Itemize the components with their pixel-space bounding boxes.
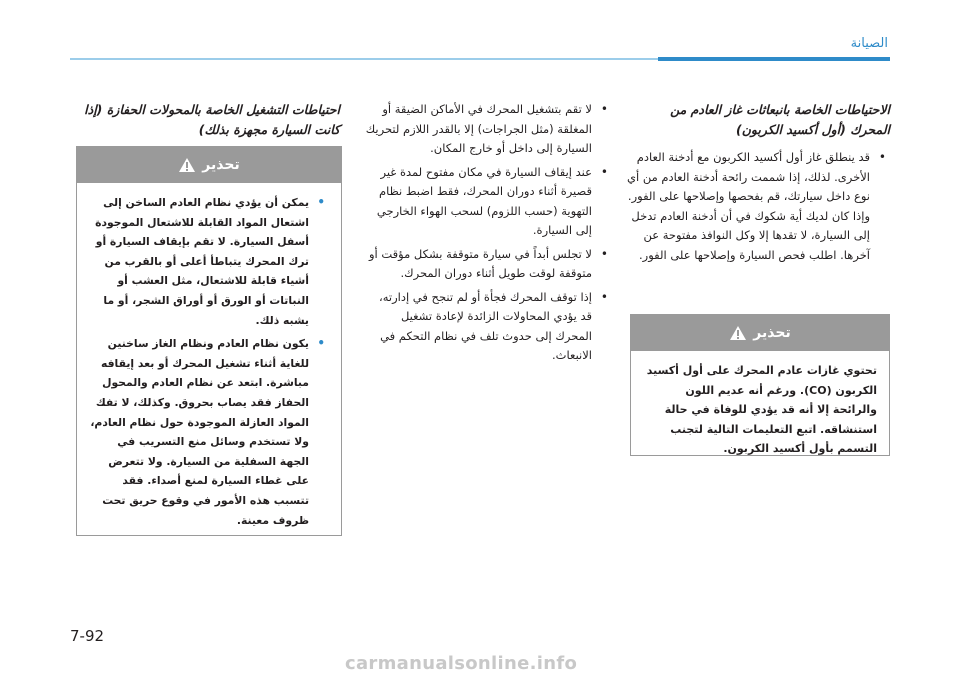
list-item: • قد ينطلق غاز أول أكسيد الكربون مع أدخنة العادم الأخرى. لذلك، إذا شممت رائحة أدخنة العادم من أي نوع داخل سيارتك، قم بفحصها وإصلاحها على الفور. وإذا كان لديك أية شكوك في أن أدخنة العادم تدخل إلى السيارة، لا تقدها إلا وكل النوافذ مفتوحة عن آخرها. اطلب فحص السيارة وإصلاحها على الفور.: [626, 148, 890, 265]
warning-body: [77, 183, 341, 542]
watermark: carmanualsonline.info: [345, 653, 578, 674]
page-number: 7-92: [70, 627, 105, 645]
header-rule-accent: [658, 57, 890, 61]
warning-header: [77, 147, 341, 183]
list-item: • إذا توقف المحرك فجأة أو لم تنجح في إدارته، قد يؤدي المحاولات الزائدة لإعادة تشغيل المحرك إلى حدوث تلف في نظام التحكم في الانبعاث.: [364, 288, 612, 366]
warning-text: تحتوي غازات عادم المحرك على أول أكسيد الكربون (CO). ورغم أنه عديم اللون والرائحة إلا أنه قد يؤدي للوفاة في حالة استنشاقه. اتبع التعليمات التالية لتجنب التسمم بأول أكسيد الكربون.: [646, 364, 877, 455]
engine-precautions-list: [364, 100, 612, 366]
list-item: • لا تجلس أبداً في سيارة متوقفة بشكل مؤقت أو متوقفة لوقت طويل أثناء دوران المحرك.: [364, 245, 612, 284]
list-item: • لا تقم بتشغيل المحرك في الأماكن الضيقة أو المغلقة (مثل الجراجات) إلا بالقدر اللازم لتحريك السيارة إلى داخل أو خارج المكان.: [364, 100, 612, 159]
warning-label: تحذير: [202, 157, 240, 173]
warning-triangle-icon: [178, 157, 196, 173]
co-precautions-title: الاحتياطات الخاصة بانبعاثات غاز العادم من المحرك (أول أكسيد الكربون): [670, 102, 890, 137]
warning-label: تحذير: [753, 325, 791, 341]
co-warning-box: [630, 314, 890, 456]
middle-column: [364, 100, 612, 370]
co-precautions-list: [626, 148, 890, 265]
list-item: • يمكن أن يؤدي نظام العادم الساخن إلى اشتعال المواد القابلة للاشتعال الموجودة أسفل السيارة. لا تقم بإيقاف السيارة أو ترك المحرك يتباطأ أعلى أو بالقرب من أشياء قابلة للاشتعال، مثل العشب أو النباتات أو الورق أو أوراق الشجر، أو ما يشبه ذلك.: [89, 193, 329, 330]
catalytic-warning-box: [76, 146, 342, 536]
section-header-title: الصيانة: [850, 36, 888, 51]
list-item: • عند إيقاف السيارة في مكان مفتوح لمدة غير قصيرة أثناء دوران المحرك، فقط اضبط نظام التهوية (حسب اللزوم) لسحب الهواء الخارجي إلى السيارة.: [364, 163, 612, 241]
right-column: [626, 100, 890, 269]
warning-header: [631, 315, 889, 351]
catalytic-converter-title: احتياطات التشغيل الخاصة بالمحولات الحفازة (إذا كانت السيارة مجهزة بذلك): [84, 102, 340, 137]
left-column: [72, 100, 340, 148]
catalytic-warning-list: [89, 193, 329, 530]
list-item: • يكون نظام العادم ونظام الغاز ساخنين للغاية أثناء تشغيل المحرك أو بعد إيقافه مباشرة. ابتعد عن نظام العادم والمحول الحفاز فقد يصاب بحروق. وكذلك، لا تفك المواد العازلة الموجودة حول نظام العادم، ولا تستخدم وسائل منع التسريب في الجهة السفلية من السيارة. ولا تتعرض على غطاء السيارة لمنع أصداء. فقد تتسبب هذه الأمور في وقوع حريق تحت ظروف معينة.: [89, 334, 329, 530]
warning-triangle-icon: [729, 325, 747, 341]
